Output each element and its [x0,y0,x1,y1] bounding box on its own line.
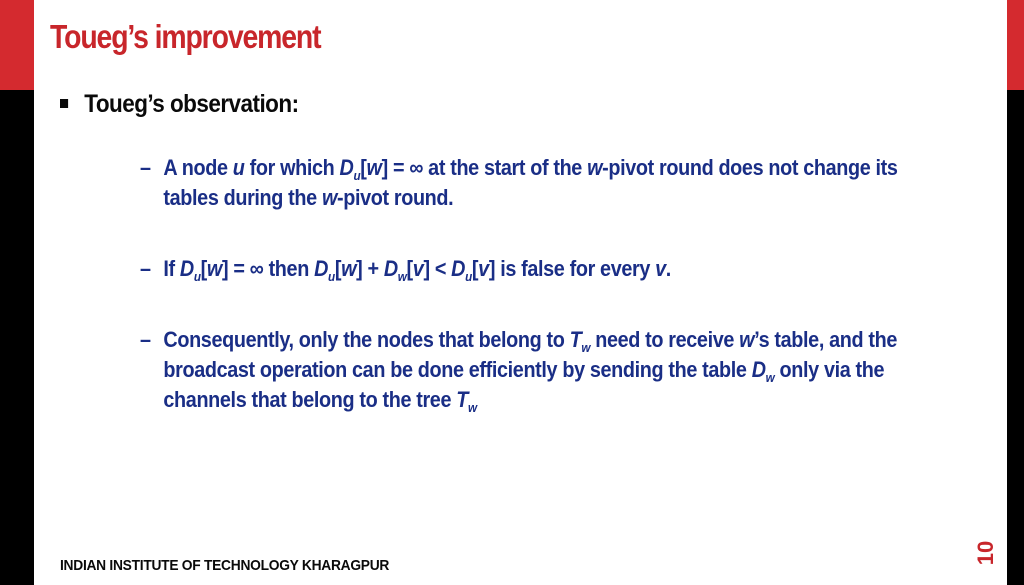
page-number: 10 [973,540,998,566]
subbullet-text: Consequently, only the nodes that belong to $T_w$ need to receive w’s table, and the broadcast operation can be done efficiently by sending the table $D_w$ only via the channels that belong to the tree $T_w$ [163,327,897,415]
subbullet-3 [140,325,932,415]
slide-title: Toueg’s improvement [50,18,321,55]
dash-icon: – [140,327,151,352]
subbullet-2 [140,254,932,284]
right-frame-bar [1007,90,1024,585]
dash-icon: – [140,256,151,281]
subbullet-text: If $D_u[w]$ = ∞ then $D_u[w] + D_w[v] < D_u[v]$ is false for every v. [163,256,671,284]
square-bullet-icon [60,99,68,108]
dash-icon: – [140,155,151,180]
footer-institute: INDIAN INSTITUTE OF TECHNOLOGY KHARAGPUR [60,557,390,574]
left-frame-bar [0,90,34,585]
subbullet-text: A node u for which $D_u[w]$ = ∞ at the start of the w-pivot round does not change its tables during the w-pivot round. [163,155,898,210]
bullet-observation [60,90,299,119]
right-accent-bar [1007,0,1024,90]
left-accent-bar [0,0,34,90]
subbullet-1 [140,153,932,213]
bullet-label: Toueg’s observation: [84,90,299,118]
